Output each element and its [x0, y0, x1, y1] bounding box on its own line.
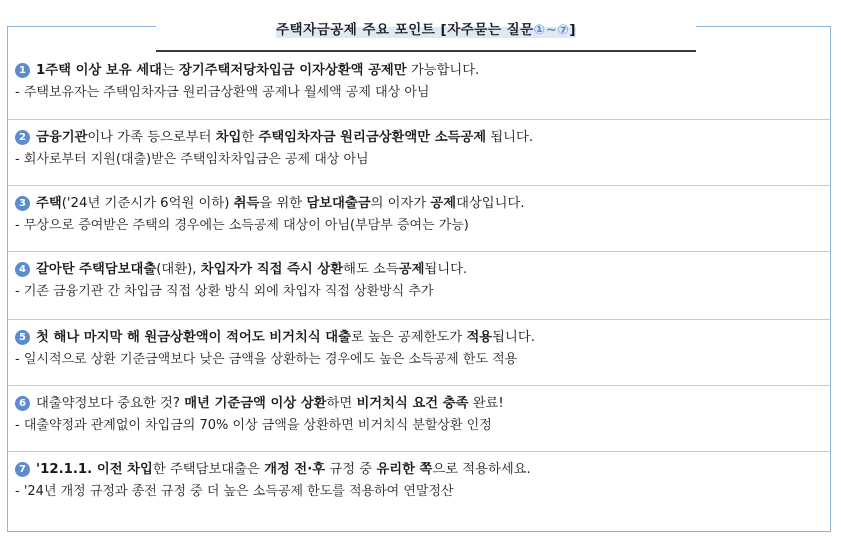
faq-item-detail: - 주택보유자는 주택임차자금 원리금상환액 공제나 월세액 공제 대상 아님: [15, 85, 430, 100]
heading-text: 로 높은 공제한도가: [351, 330, 467, 345]
title-close-bracket: ]: [569, 22, 576, 38]
emphasis-text: 공제: [430, 196, 457, 211]
item-number-badge: 3: [15, 196, 30, 211]
faq-item-heading: [15, 459, 830, 481]
heading-text: (대환),: [156, 262, 201, 277]
emphasis-text: 적용: [466, 330, 493, 345]
faq-item: [8, 452, 830, 516]
faq-item-heading: [15, 60, 830, 82]
heading-text: ('24년 기준시가 6억원 이하): [61, 196, 234, 211]
emphasis-text: 금융기관: [36, 130, 88, 145]
emphasis-text: 1주택 이상 보유 세대: [36, 63, 162, 78]
emphasis-text: 차입자가 직접 즉시 상환: [200, 262, 344, 277]
item-number-badge: 2: [15, 130, 30, 145]
faq-item-detail: - '24년 개정 규정과 종전 규정 중 더 높은 소득공제 한도를 적용하여 연말정산: [15, 484, 454, 499]
faq-item-detail: - 대출약정과 관계없이 차입금의 70% 이상 금액을 상환하면 비거치식 분할상환 인정: [15, 418, 492, 433]
heading-text: 하면: [326, 396, 357, 411]
faq-item-detail: - 기존 금융기관 간 차입금 직접 상환 방식 외에 차입자 직접 상환방식 추가: [15, 284, 434, 299]
emphasis-text: 매년 기준금액 이상 상환: [184, 396, 327, 411]
heading-text: 을 위한: [259, 196, 307, 211]
heading-text: 이나 가족 등으로부터: [87, 130, 216, 145]
item-number-badge: 7: [15, 462, 30, 477]
title-box: [156, 8, 696, 52]
faq-item: [8, 252, 830, 320]
heading-text: 의 이자가: [370, 196, 431, 211]
faq-list: [8, 53, 830, 516]
emphasis-text: 장기주택저당차입금 이자상환액 공제만: [178, 63, 407, 78]
heading-text: 규정 중: [325, 462, 377, 477]
emphasis-text: 주택: [36, 196, 62, 211]
emphasis-text: 유리한 쪽: [376, 462, 433, 477]
heading-text: 는: [161, 63, 179, 78]
page-title: [276, 18, 576, 38]
emphasis-text: 개정 전·후: [264, 462, 326, 477]
heading-text: 해도 소득: [343, 262, 399, 277]
emphasis-text: 첫 해나 마지막 해 원금상환액이 적어도 비거치식 대출: [36, 330, 351, 345]
faq-item-detail: - 회사로부터 지원(대출)받은 주택임차차입금은 공제 대상 아님: [15, 152, 369, 167]
faq-item-detail: - 일시적으로 상환 기준금액보다 낮은 금액을 상환하는 경우에도 높은 소득공제 한도 적용: [15, 352, 518, 367]
faq-item: [8, 320, 830, 386]
faq-item: [8, 386, 830, 452]
faq-item-heading: [15, 193, 830, 215]
faq-item-heading: [15, 327, 830, 349]
item-number-badge: 4: [15, 262, 30, 277]
heading-text: 됩니다.: [486, 130, 534, 145]
heading-text: 대출약정보다 중요한 것?: [36, 396, 185, 411]
emphasis-text: 비거치식 요건 충족: [356, 396, 469, 411]
heading-text: 완료!: [468, 396, 504, 411]
title-range-text: ①~⑦: [533, 22, 570, 38]
emphasis-text: 공제: [398, 262, 425, 277]
faq-item: [8, 186, 830, 252]
emphasis-text: 주택임차자금 원리금상환액만 소득공제: [258, 130, 487, 145]
emphasis-text: 취득: [233, 196, 260, 211]
item-number-badge: 6: [15, 396, 30, 411]
heading-text: 한: [241, 130, 259, 145]
emphasis-text: 갈아탄 주택담보대출: [36, 262, 157, 277]
heading-text: 대상입니다.: [456, 196, 525, 211]
faq-item-heading: [15, 127, 830, 149]
title-main-text: 주택자금공제 주요 포인트 [자주묻는 질문: [275, 22, 534, 38]
emphasis-text: 담보대출금: [306, 196, 371, 211]
faq-item-heading: [15, 259, 830, 281]
faq-item: [8, 120, 830, 186]
heading-text: 으로 적용하세요.: [432, 462, 531, 477]
heading-text: 됩니다.: [492, 330, 535, 345]
item-number-badge: 5: [15, 330, 30, 345]
faq-item-heading: [15, 393, 830, 415]
faq-item: [8, 53, 830, 120]
heading-text: 됩니다.: [424, 262, 468, 277]
emphasis-text: 차입: [215, 130, 242, 145]
item-number-badge: 1: [15, 63, 30, 78]
heading-text: 한 주택담보대출은: [152, 462, 265, 477]
heading-text: 가능합니다.: [406, 63, 480, 78]
faq-item-detail: - 무상으로 증여받은 주택의 경우에는 소득공제 대상이 아님(부담부 증여는 가능): [15, 218, 469, 233]
emphasis-text: '12.1.1. 이전 차입: [36, 462, 153, 477]
